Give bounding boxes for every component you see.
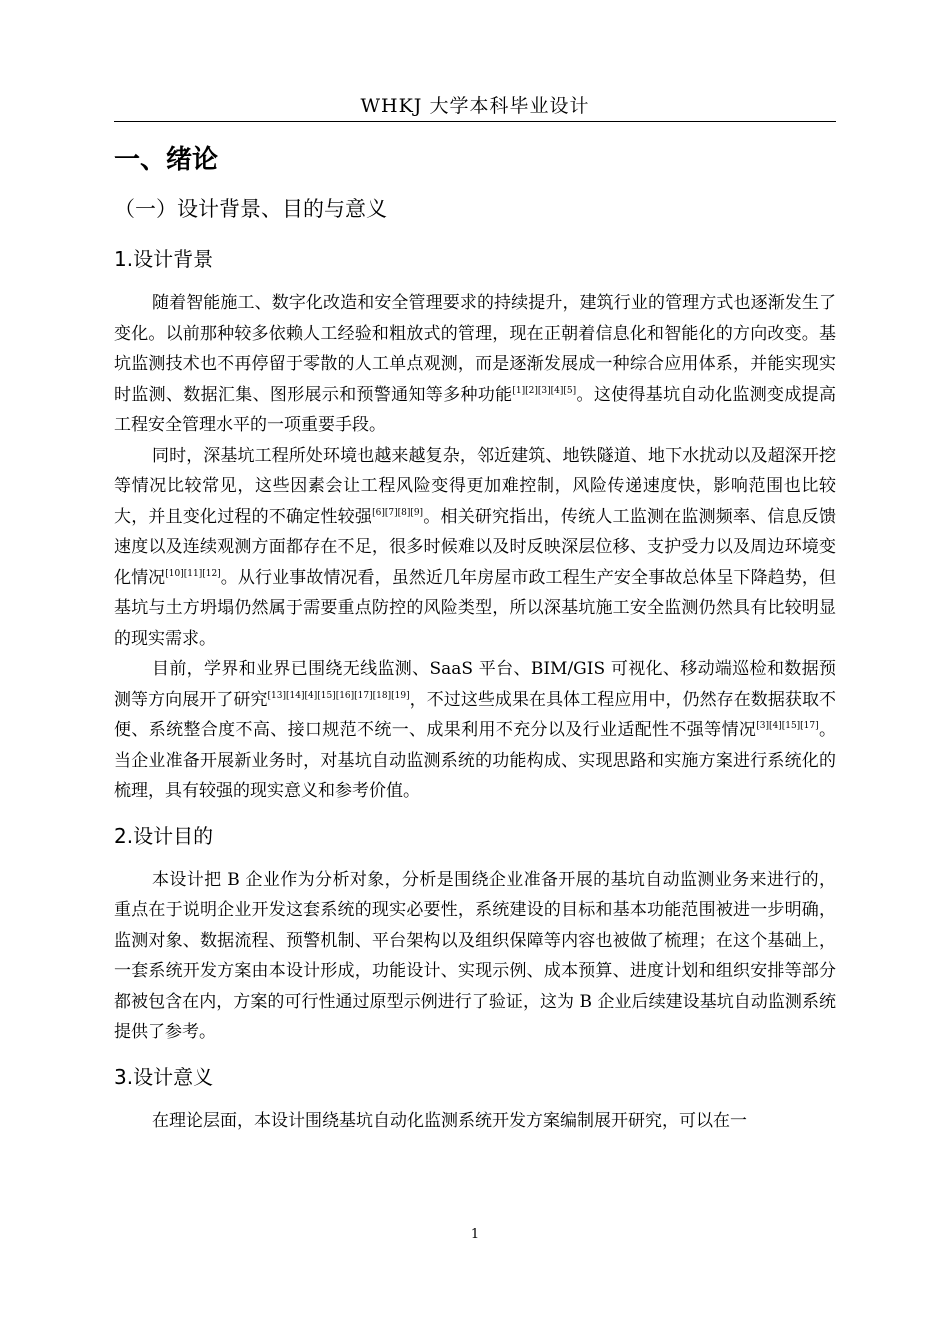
citation-superscript: [10][11][12] xyxy=(165,568,221,579)
chapter-title: 一、绪论 xyxy=(114,145,219,175)
body-paragraph xyxy=(114,288,836,441)
citation-superscript: [6][7][8][9] xyxy=(372,507,424,518)
subsection-heading: 3.设计意义 xyxy=(114,1064,214,1089)
page-number: 1 xyxy=(470,1227,480,1242)
body-paragraph xyxy=(114,1106,836,1137)
body-paragraph xyxy=(114,441,836,655)
paragraph-text: 同时，深基坑工程所处环境也越来越复杂，邻近建筑、地铁隧道、地下水扰动以及超深开挖等情况比较常见，这些因素会让工程风险变得更加难控制，风险传递速度快，影响范围也比较大，并且变化过程的不确定性较强 xyxy=(114,445,836,527)
paragraph-text: 随着智能施工、数字化改造和安全管理要求的持续提升，建筑行业的管理方式也逐渐发生了变化。以前那种较多依赖人工经验和粗放式的管理，现在正朝着信息化和智能化的方向改变。基坑监测技术也不再停留于零散的人工单点观测，而是逐渐发展成一种综合应用体系，并能实现实时监测、数据汇集、图形展示和预警通知等多种功能 xyxy=(114,293,836,405)
citation-superscript: [1][2][3][4][5] xyxy=(512,385,577,396)
body-paragraph xyxy=(114,654,836,807)
paragraph-text: 在理论层面，本设计围绕基坑自动化监测系统开发方案编制展开研究，可以在一 xyxy=(152,1110,747,1131)
paragraph-text: 。从行业事故情况看，虽然近几年房屋市政工程生产安全事故总体呈下降趋势，但基坑与土方坍塌仍然属于需要重点防控的风险类型，所以深基坑施工安全监测仍然具有比较明显的现实需求。 xyxy=(114,567,837,649)
paragraph-text: ，不过这些成果在具体工程应用中，仍然存在数据获取不便、系统整合度不高、接口规范不统一、成果利用不充分以及行业适配性不强等情况 xyxy=(114,689,837,740)
paragraph-text: 。相关研究指出，传统人工监测在监测频率、信息反馈速度以及连续观测方面都存在不足，很多时候难以及时反映深层位移、支护受力以及周边环境变化情况 xyxy=(114,506,837,588)
citation-superscript: [3][4][15][17] xyxy=(756,721,819,731)
citation-superscript: [13][14][4][15][16][17][18][19] xyxy=(267,690,410,701)
subsection-heading: 1.设计背景 xyxy=(114,247,214,271)
page-content xyxy=(114,140,836,1150)
paragraph-text: 目前，学界和业界已围绕无线监测、SaaS 平台、BIM/GIS 可视化、移动端巡检和数据预测等方向展开了研究 xyxy=(114,659,836,710)
paragraph-text: 。这使得基坑自动化监测变成提高工程安全管理水平的一项重要手段。 xyxy=(114,384,837,435)
section-title: （一）设计背景、目的与意义 xyxy=(114,197,387,221)
subsections xyxy=(114,244,836,1136)
paragraph-text: 本设计把 B 企业作为分析对象，分析是围绕企业准备开展的基坑自动监测业务来进行的，重点在于说明企业开发这套系统的现实必要性，系统建设的目标和基本功能范围被进一步明确，监测对象、数据流程、预警机制、平台架构以及组织保障等内容也被做了梳理；在这个基础上，一套系统开发方案由本设计形成，功能设计、实现示例、成本预算、进度计划和组织安排等部分都被包含在内，方案的可行性通过原型示例进行了验证，这为 B 企业后续建设基坑自动监测系统提供了参考。 xyxy=(114,869,836,1042)
page-header-title: WHKJ 大学本科毕业设计 xyxy=(360,95,590,117)
body-paragraph xyxy=(114,865,836,1048)
header-divider xyxy=(114,121,836,122)
subsection-heading: 2.设计目的 xyxy=(114,823,214,848)
paragraph-text: 。当企业准备开展新业务时，对基坑自动监测系统的功能构成、实现思路和实施方案进行系统化的梳理，具有较强的现实意义和参考价值。 xyxy=(114,720,837,801)
